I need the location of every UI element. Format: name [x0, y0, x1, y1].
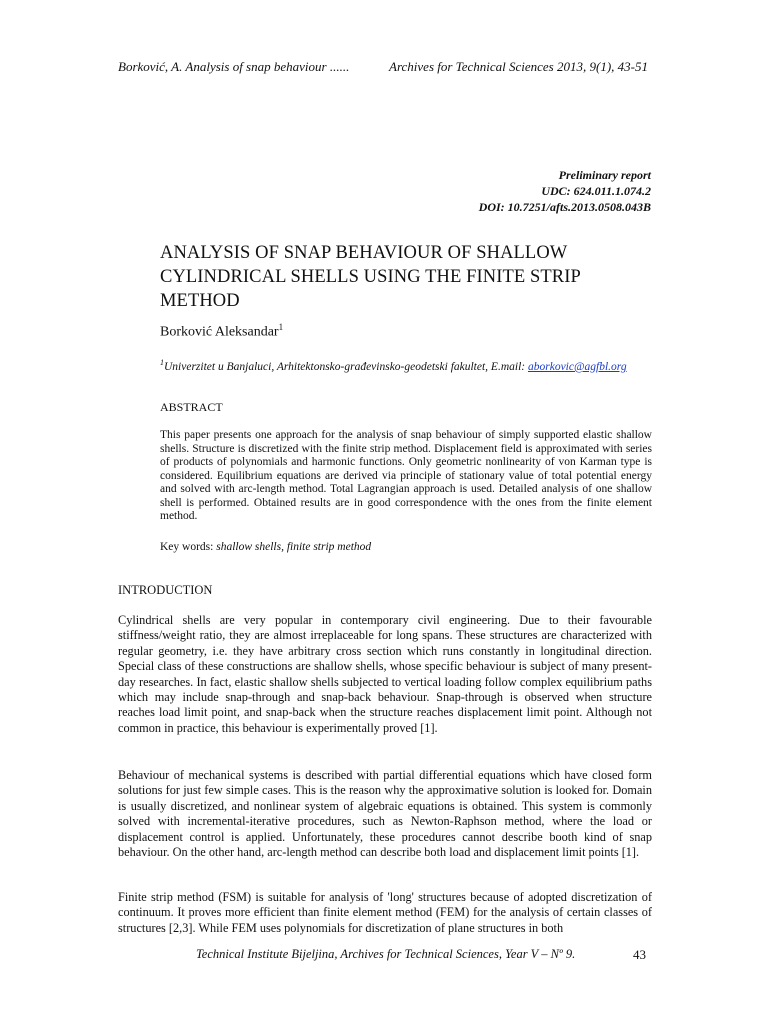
- introduction-heading: INTRODUCTION: [118, 583, 213, 597]
- page-number: 43: [633, 947, 646, 962]
- doi: DOI: 10.7251/afts.2013.0508.043B: [478, 200, 651, 214]
- affil-marker: 1: [160, 358, 164, 367]
- paper-title: ANALYSIS OF SNAP BEHAVIOUR OF SHALLOW CYLINDRICAL SHELLS USING THE FINITE STRIP METHOD: [160, 243, 581, 311]
- affil-text: Univerzitet u Banjaluci, Arhitektonsko-građevinsko-geodetski fakultet, E.mail:: [164, 360, 528, 373]
- affiliation: [160, 358, 627, 373]
- udc-code: UDC: 624.011.1.074.2: [541, 184, 651, 198]
- author: [160, 322, 283, 341]
- report-type: Preliminary report: [558, 168, 651, 182]
- footer-journal: Technical Institute Bijeljina, Archives for Technical Sciences, Year V – Nº 9.: [196, 947, 576, 961]
- keywords: [160, 541, 371, 553]
- intro-paragraph-3: Finite strip method (FSM) is suitable for analysis of 'long' structures because of adopted discretization of continuum. It proves more efficient than finite element method (FEM) for the analysis of certain classes of structures [2,3]. While FEM uses polynomials for discretization of plane structures in both: [118, 890, 652, 935]
- author-affil-marker: 1: [278, 322, 284, 332]
- keywords-label: Key words:: [160, 541, 217, 553]
- keywords-text: shallow shells, finite strip method: [216, 541, 372, 553]
- author-name: Borković Aleksandar: [160, 324, 279, 340]
- abstract-text: This paper presents one approach for the analysis of snap behaviour of simply supported elastic shallow shells. Structure is discretized with the finite strip method. Displacement field is approximated with series of products of polynomials and harmonic functions. Only geometric nonlinearity of von Karman type is considered. Equilibrium equations are derived via principle of stationary value of total potential energy and solved with arc-length method. Total Lagrangian approach is used. Detailed analysis of one shallow shell is performed. Obtained results are in good correspondence with the ones from the finite element method.: [160, 429, 652, 522]
- running-header-right: Archives for Technical Sciences 2013, 9(1), 43-51: [389, 59, 648, 74]
- abstract-heading: ABSTRACT: [160, 400, 223, 414]
- running-header-left: Borković, A. Analysis of snap behaviour ......: [118, 59, 350, 74]
- email-link[interactable]: aborkovic@agfbl.org: [527, 360, 627, 373]
- intro-paragraph-2: Behaviour of mechanical systems is described with partial differential equations which have closed form solutions for just few simple cases. This is the reason why the approximative solution is looked for. Domain is usually discretized, and nonlinear system of algebraic equations is obtained. This system is commonly solved with incremental-iterative procedures, such as Newton-Raphson method, where the load or displacement control is applied. Unfortunately, these procedures cannot describe booth kind of snap behaviour. On the other hand, arc-length method can describe both load and displacement limit points [1].: [118, 768, 652, 860]
- intro-paragraph-1: Cylindrical shells are very popular in contemporary civil engineering. Due to their favourable stiffness/weight ratio, they are almost irreplaceable for long spans. These structures are characterized with regular geometry, i.e. they have arbitrary cross section which runs constantly in longitudinal direction. Special class of these constructions are shallow shells, whose specific behaviour is subject of many present-day researches. In fact, elastic shallow shells subjected to vertical loading follow complex equilibrium paths which may include snap-through and snap-back behaviour. Snap-through is observed when structure reaches load limit point, and snap-back when the structure reaches displacement limit point. Although not common in practice, this behaviour is experimentally proved [1].: [118, 613, 652, 735]
